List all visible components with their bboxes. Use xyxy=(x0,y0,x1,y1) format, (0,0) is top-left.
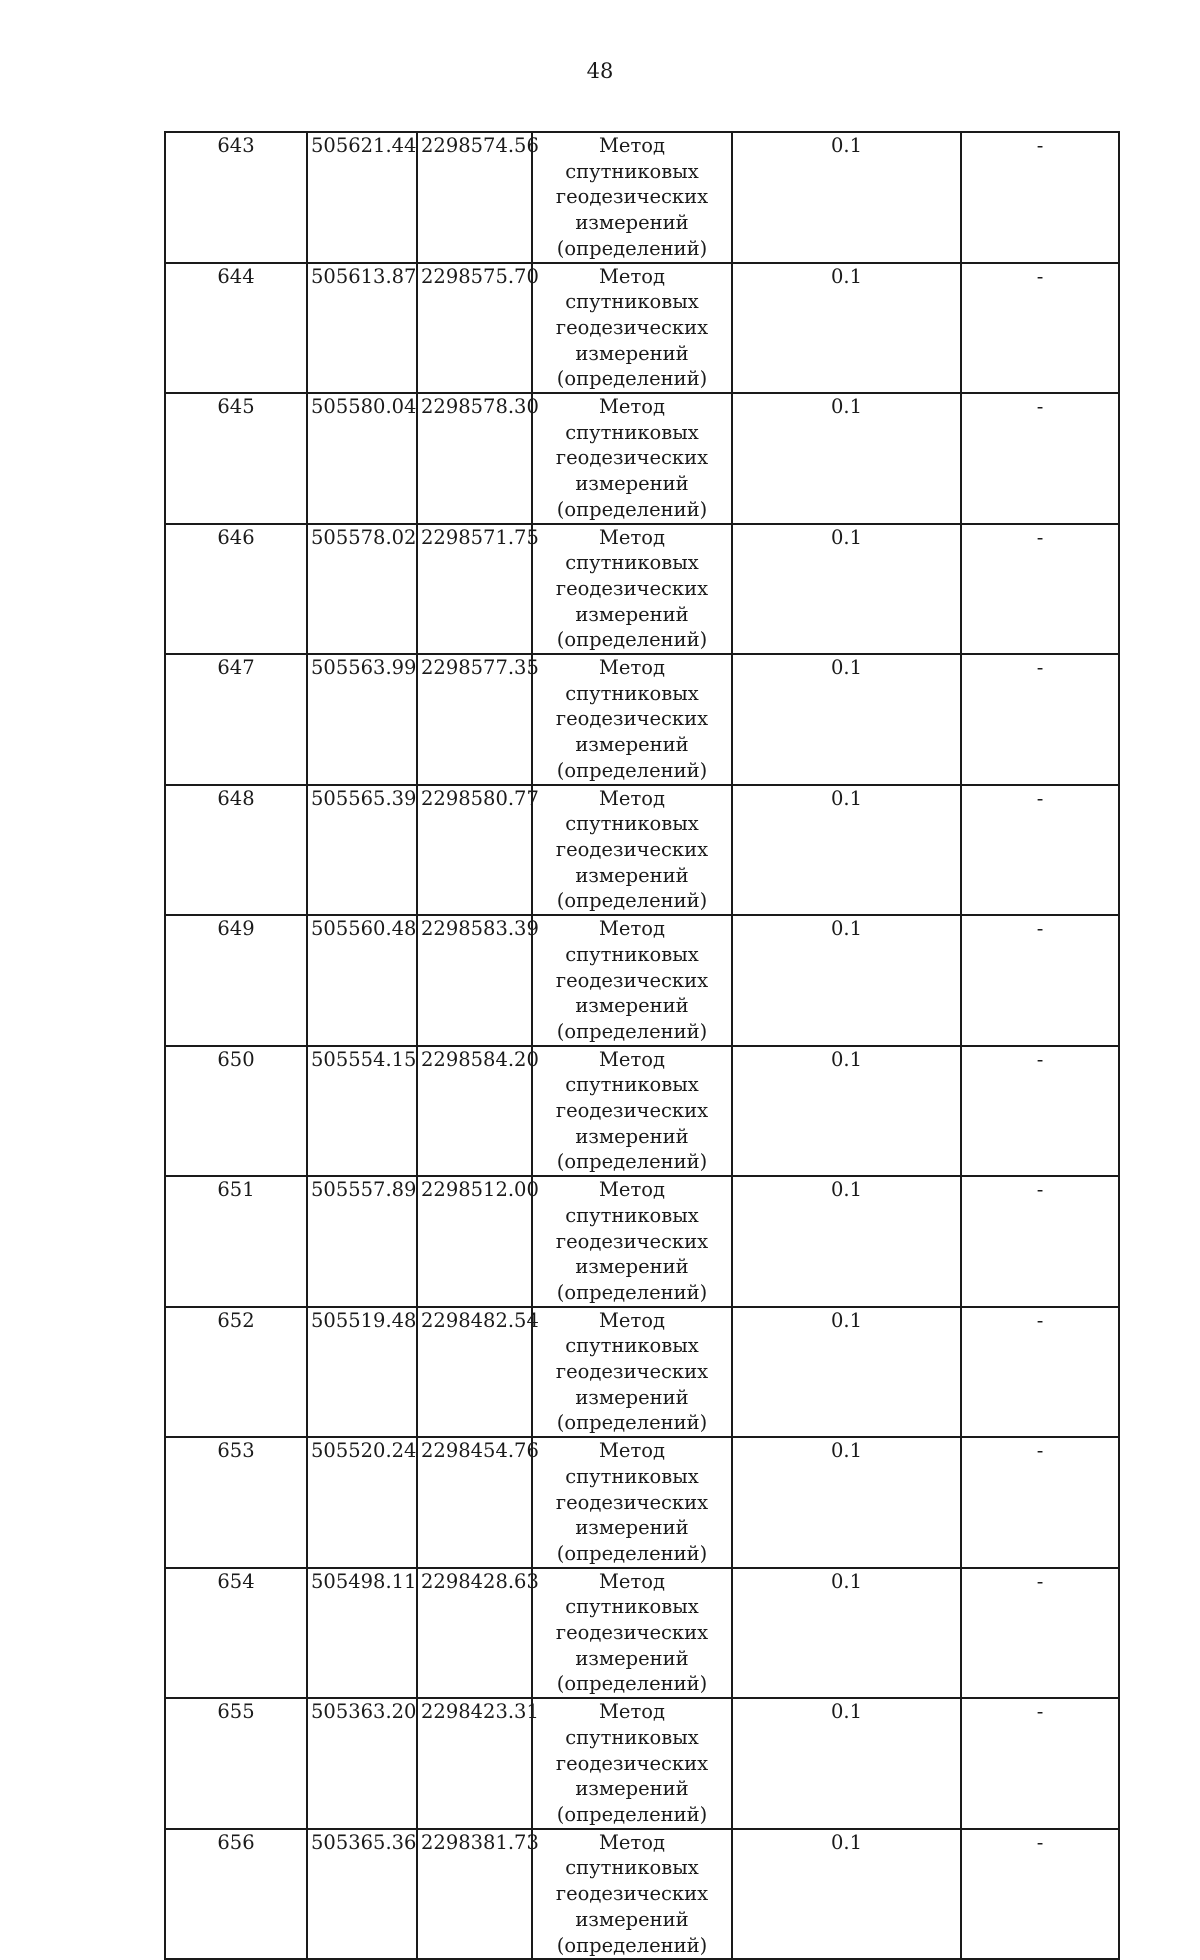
y-coordinate-cell: 2298577.35 xyxy=(417,654,532,785)
point-number-cell: 650 xyxy=(165,1046,307,1177)
table-row xyxy=(165,915,1119,1046)
method-cell: Метод спутниковых геодезических измерений (определений) xyxy=(532,1046,732,1177)
accuracy-cell: 0.1 xyxy=(732,915,961,1046)
y-coordinate-cell: 2298571.75 xyxy=(417,524,532,655)
table-row xyxy=(165,1829,1119,1960)
method-cell: Метод спутниковых геодезических измерений (определений) xyxy=(532,1307,732,1438)
y-coordinate-cell: 2298482.54 xyxy=(417,1307,532,1438)
table-row xyxy=(165,1176,1119,1307)
point-number-cell: 651 xyxy=(165,1176,307,1307)
accuracy-cell: 0.1 xyxy=(732,785,961,916)
description-cell: - xyxy=(961,785,1119,916)
accuracy-cell: 0.1 xyxy=(732,1176,961,1307)
x-coordinate-cell: 505560.48 xyxy=(307,915,417,1046)
description-cell: - xyxy=(961,132,1119,263)
description-cell: - xyxy=(961,1437,1119,1568)
table-row xyxy=(165,1437,1119,1568)
description-cell: - xyxy=(961,524,1119,655)
method-cell: Метод спутниковых геодезических измерений (определений) xyxy=(532,915,732,1046)
method-cell: Метод спутниковых геодезических измерений (определений) xyxy=(532,263,732,394)
accuracy-cell: 0.1 xyxy=(732,132,961,263)
method-cell: Метод спутниковых геодезических измерений (определений) xyxy=(532,785,732,916)
table-row xyxy=(165,1698,1119,1829)
page-number: 48 xyxy=(586,59,614,83)
y-coordinate-cell: 2298423.31 xyxy=(417,1698,532,1829)
y-coordinate-cell: 2298574.56 xyxy=(417,132,532,263)
coordinates-table xyxy=(164,131,1120,1960)
x-coordinate-cell: 505613.87 xyxy=(307,263,417,394)
x-coordinate-cell: 505554.15 xyxy=(307,1046,417,1177)
accuracy-cell: 0.1 xyxy=(732,524,961,655)
x-coordinate-cell: 505520.24 xyxy=(307,1437,417,1568)
point-number-cell: 647 xyxy=(165,654,307,785)
point-number-cell: 648 xyxy=(165,785,307,916)
description-cell: - xyxy=(961,1176,1119,1307)
y-coordinate-cell: 2298575.70 xyxy=(417,263,532,394)
table-row xyxy=(165,263,1119,394)
table-row xyxy=(165,524,1119,655)
point-number-cell: 654 xyxy=(165,1568,307,1699)
description-cell: - xyxy=(961,1829,1119,1960)
description-cell: - xyxy=(961,1307,1119,1438)
description-cell: - xyxy=(961,263,1119,394)
point-number-cell: 644 xyxy=(165,263,307,394)
method-cell: Метод спутниковых геодезических измерений (определений) xyxy=(532,524,732,655)
x-coordinate-cell: 505519.48 xyxy=(307,1307,417,1438)
table-row xyxy=(165,393,1119,524)
table-row xyxy=(165,1568,1119,1699)
accuracy-cell: 0.1 xyxy=(732,654,961,785)
x-coordinate-cell: 505498.11 xyxy=(307,1568,417,1699)
x-coordinate-cell: 505557.89 xyxy=(307,1176,417,1307)
accuracy-cell: 0.1 xyxy=(732,1046,961,1177)
y-coordinate-cell: 2298580.77 xyxy=(417,785,532,916)
x-coordinate-cell: 505363.20 xyxy=(307,1698,417,1829)
x-coordinate-cell: 505578.02 xyxy=(307,524,417,655)
description-cell: - xyxy=(961,915,1119,1046)
point-number-cell: 655 xyxy=(165,1698,307,1829)
method-cell: Метод спутниковых геодезических измерений (определений) xyxy=(532,1829,732,1960)
table-row xyxy=(165,654,1119,785)
point-number-cell: 656 xyxy=(165,1829,307,1960)
y-coordinate-cell: 2298454.76 xyxy=(417,1437,532,1568)
point-number-cell: 645 xyxy=(165,393,307,524)
description-cell: - xyxy=(961,393,1119,524)
table-row xyxy=(165,132,1119,263)
accuracy-cell: 0.1 xyxy=(732,1568,961,1699)
y-coordinate-cell: 2298512.00 xyxy=(417,1176,532,1307)
description-cell: - xyxy=(961,654,1119,785)
method-cell: Метод спутниковых геодезических измерений (определений) xyxy=(532,393,732,524)
description-cell: - xyxy=(961,1568,1119,1699)
accuracy-cell: 0.1 xyxy=(732,1307,961,1438)
x-coordinate-cell: 505621.44 xyxy=(307,132,417,263)
accuracy-cell: 0.1 xyxy=(732,263,961,394)
description-cell: - xyxy=(961,1698,1119,1829)
point-number-cell: 646 xyxy=(165,524,307,655)
point-number-cell: 653 xyxy=(165,1437,307,1568)
x-coordinate-cell: 505565.39 xyxy=(307,785,417,916)
x-coordinate-cell: 505563.99 xyxy=(307,654,417,785)
y-coordinate-cell: 2298583.39 xyxy=(417,915,532,1046)
y-coordinate-cell: 2298578.30 xyxy=(417,393,532,524)
accuracy-cell: 0.1 xyxy=(732,1698,961,1829)
method-cell: Метод спутниковых геодезических измерений (определений) xyxy=(532,1568,732,1699)
point-number-cell: 652 xyxy=(165,1307,307,1438)
method-cell: Метод спутниковых геодезических измерений (определений) xyxy=(532,654,732,785)
table-body xyxy=(165,132,1119,1959)
description-cell: - xyxy=(961,1046,1119,1177)
y-coordinate-cell: 2298428.63 xyxy=(417,1568,532,1699)
point-number-cell: 643 xyxy=(165,132,307,263)
y-coordinate-cell: 2298381.73 xyxy=(417,1829,532,1960)
x-coordinate-cell: 505365.36 xyxy=(307,1829,417,1960)
method-cell: Метод спутниковых геодезических измерений (определений) xyxy=(532,1176,732,1307)
method-cell: Метод спутниковых геодезических измерений (определений) xyxy=(532,1698,732,1829)
table-row xyxy=(165,785,1119,916)
method-cell: Метод спутниковых геодезических измерений (определений) xyxy=(532,1437,732,1568)
y-coordinate-cell: 2298584.20 xyxy=(417,1046,532,1177)
table-row xyxy=(165,1307,1119,1438)
table-row xyxy=(165,1046,1119,1177)
x-coordinate-cell: 505580.04 xyxy=(307,393,417,524)
method-cell: Метод спутниковых геодезических измерений (определений) xyxy=(532,132,732,263)
accuracy-cell: 0.1 xyxy=(732,1437,961,1568)
accuracy-cell: 0.1 xyxy=(732,1829,961,1960)
accuracy-cell: 0.1 xyxy=(732,393,961,524)
point-number-cell: 649 xyxy=(165,915,307,1046)
